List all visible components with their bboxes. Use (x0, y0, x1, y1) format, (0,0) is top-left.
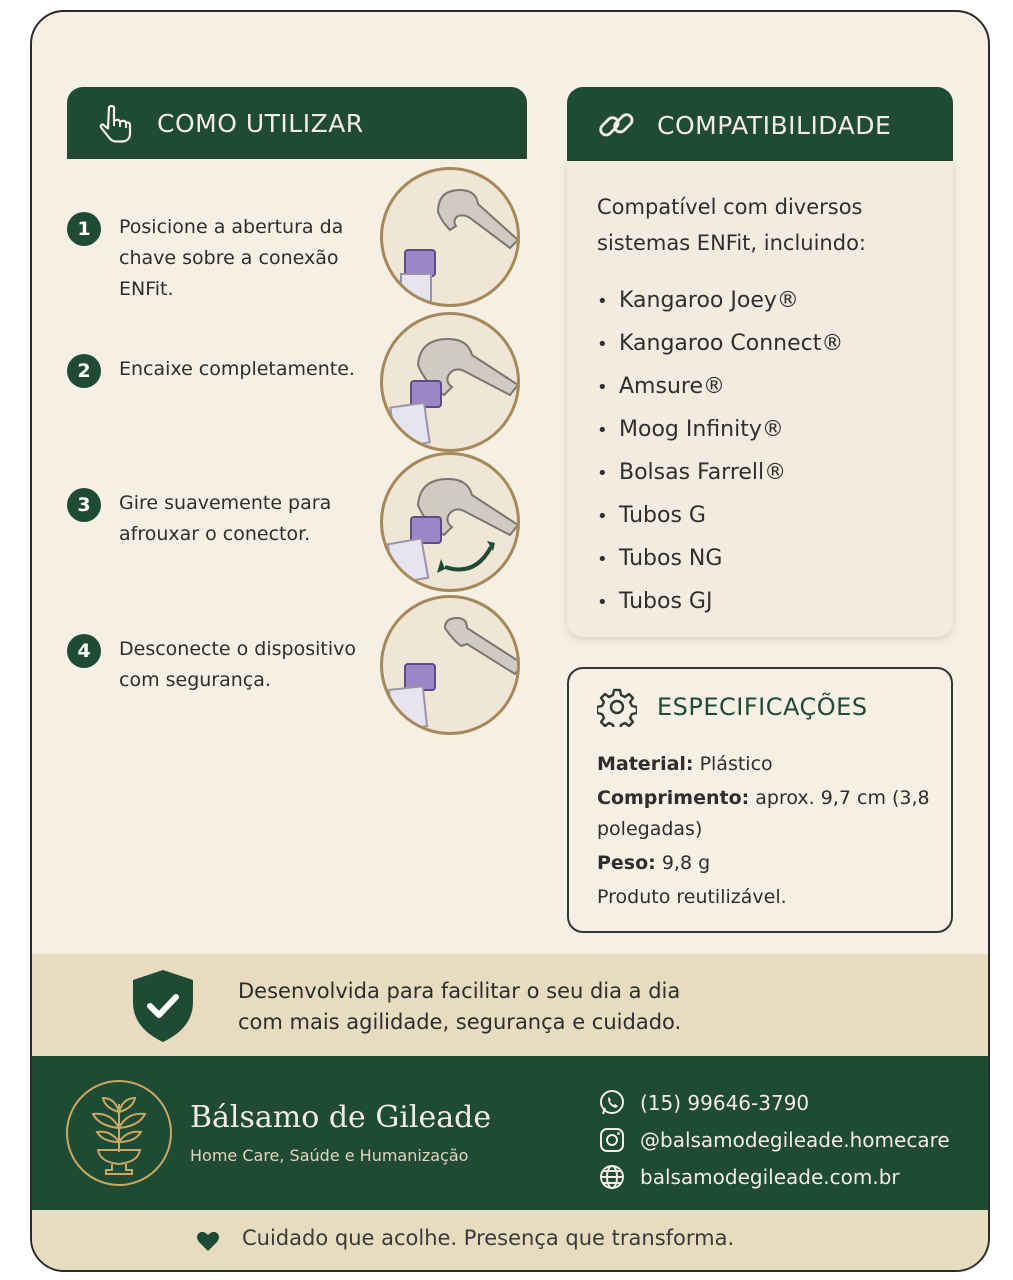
spec-material: Material: Plástico (597, 753, 773, 775)
step-number: 2 (67, 354, 101, 388)
instagram-icon (598, 1126, 626, 1154)
list-item: • Tubos G (597, 503, 706, 528)
footer (32, 1056, 990, 1210)
plant-bowl-icon (68, 1082, 170, 1184)
link-icon (597, 106, 635, 144)
heart-icon (196, 1230, 220, 1252)
pointing-hand-icon (97, 103, 133, 143)
specifications-title: ESPECIFICAÇÕES (657, 693, 868, 721)
list-item: • Moog Infinity® (597, 417, 784, 442)
step-2-illustration (380, 312, 520, 452)
globe-icon (598, 1163, 626, 1191)
step-number: 1 (67, 212, 101, 246)
step-number: 3 (67, 488, 101, 522)
specifications-list (597, 749, 937, 916)
list-item: • Kangaroo Joey® (597, 288, 799, 313)
step-text: Gire suavemente para afrouxar o conector. (119, 492, 332, 545)
list-item: • Bolsas Farrell® (597, 460, 787, 485)
spec-length: Comprimento: aprox. 9,7 cm (3,8 polegadas) (597, 787, 930, 840)
specifications-panel (567, 667, 953, 933)
compatibility-title: COMPATIBILIDADE (657, 110, 892, 140)
step-1 (67, 212, 389, 305)
step-3-illustration (380, 452, 520, 592)
benefit-banner (32, 954, 990, 1056)
brand-subtitle: Home Care, Saúde e Humanização (190, 1146, 469, 1165)
list-item: • Tubos NG (597, 546, 723, 571)
compatibility-header (567, 87, 953, 163)
step-text: Posicione a abertura da chave sobre a conexão ENFit. (119, 216, 344, 300)
info-card (30, 10, 990, 1272)
step-3 (67, 488, 389, 550)
compatibility-list (597, 279, 843, 623)
compatibility-intro: Compatível com diversos sistemas ENFit, incluindo: (597, 195, 866, 255)
list-item: • Tubos GJ (597, 589, 713, 614)
contact-website[interactable]: balsamodegileade.com.br (598, 1158, 950, 1195)
gear-icon (597, 687, 637, 727)
how-to-use-title: COMO UTILIZAR (157, 108, 364, 138)
shield-check-icon (130, 968, 196, 1044)
step-1-illustration (380, 167, 520, 307)
brand-logo (66, 1080, 172, 1186)
compatibility-panel (567, 161, 953, 637)
list-item: • Kangaroo Connect® (597, 331, 844, 356)
step-text: Encaixe completamente. (119, 358, 355, 380)
contact-phone[interactable]: (15) 99646-3790 (598, 1084, 950, 1121)
spec-weight: Peso: 9,8 g (597, 852, 711, 874)
tagline: Cuidado que acolhe. Presença que transforma. (242, 1226, 735, 1250)
step-2 (67, 354, 389, 388)
spec-note: Produto reutilizável. (597, 886, 787, 908)
step-4 (67, 634, 389, 696)
contact-list (598, 1084, 950, 1195)
specifications-header (597, 687, 868, 727)
tagline-bar (32, 1210, 990, 1272)
list-item: • Amsure® (597, 374, 725, 399)
step-number: 4 (67, 634, 101, 668)
whatsapp-icon (598, 1089, 626, 1117)
banner-text: Desenvolvida para facilitar o seu dia a dia com mais agilidade, segurança e cuidado. (238, 979, 682, 1034)
step-4-illustration (380, 595, 520, 735)
contact-instagram[interactable]: @balsamodegileade.homecare (598, 1121, 950, 1158)
brand-name: Bálsamo de Gileade (190, 1100, 492, 1135)
step-text: Desconecte o dispositivo com segurança. (119, 638, 357, 691)
how-to-use-header (67, 87, 527, 159)
